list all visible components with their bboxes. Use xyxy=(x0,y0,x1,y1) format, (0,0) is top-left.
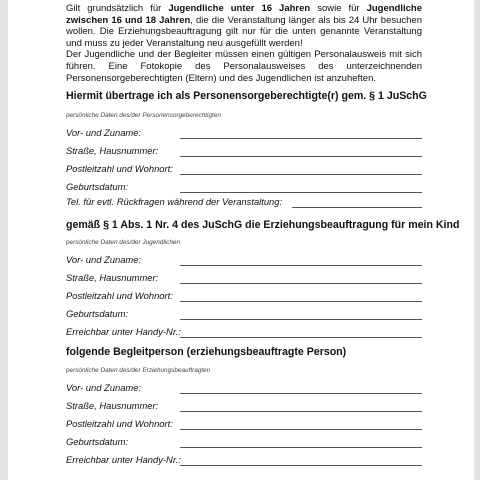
child-name-field[interactable] xyxy=(180,265,422,266)
parent-name-label: Vor- und Zuname: xyxy=(66,127,142,138)
parent-phone-field[interactable] xyxy=(292,207,422,208)
parent-phone-label: Tel. für evtl. Rückfragen während der Veranstaltung: xyxy=(66,196,283,207)
section-parent-caption: persönliche Daten des/der Personensorgeberechtigten xyxy=(66,112,221,119)
parent-street-label: Straße, Hausnummer: xyxy=(66,145,159,156)
intro-segment: , die die Veranstaltung länger als bis 24 Uhr besuchen wollen. Die Erziehungsbeauftragung gilt nur für die unten genannte Veranstaltung und muss zu jeder Veranstaltung neu ausgefüllt werden! xyxy=(66,14,422,49)
child-street-label: Straße, Hausnummer: xyxy=(66,272,159,283)
child-phone-field[interactable] xyxy=(180,337,422,338)
left-page-margin xyxy=(0,0,8,480)
companion-city-field[interactable] xyxy=(180,429,422,430)
companion-phone-label: Erreichbar unter Handy-Nr.: xyxy=(66,454,181,465)
section-companion-caption: persönliche Daten des/der Erziehungsbeauftragten xyxy=(66,367,211,374)
companion-name-label: Vor- und Zuname: xyxy=(66,382,142,393)
child-birthdate-field[interactable] xyxy=(180,319,422,320)
intro-segment: Gilt grundsätzlich für xyxy=(66,3,169,14)
section-child-caption: persönliche Daten des/der Jugendlichen xyxy=(66,239,181,246)
intro-paragraph-1 xyxy=(66,3,422,49)
right-page-margin xyxy=(474,0,480,480)
section-parent-heading: Hiermit übertrage ich als Personensorgeberechtigte(r) gem. § 1 JuSchG xyxy=(66,90,427,102)
child-street-field[interactable] xyxy=(180,283,422,284)
intro-segment-bold: Jugendliche zwischen 16 und 18 Jahren xyxy=(66,3,423,26)
companion-birthdate-field[interactable] xyxy=(180,447,422,448)
child-city-field[interactable] xyxy=(180,301,422,302)
parent-birthdate-label: Geburtsdatum: xyxy=(66,181,129,192)
parent-city-field[interactable] xyxy=(180,174,422,175)
companion-name-field[interactable] xyxy=(180,393,422,394)
parent-name-field[interactable] xyxy=(180,138,422,139)
child-name-label: Vor- und Zuname: xyxy=(66,254,142,265)
companion-birthdate-label: Geburtsdatum: xyxy=(66,436,129,447)
companion-street-field[interactable] xyxy=(180,411,422,412)
parent-birthdate-field[interactable] xyxy=(180,192,422,193)
parent-street-field[interactable] xyxy=(180,156,422,157)
child-city-label: Postleitzahl und Wohnort: xyxy=(66,290,173,301)
companion-city-label: Postleitzahl und Wohnort: xyxy=(66,418,173,429)
child-birthdate-label: Geburtsdatum: xyxy=(66,308,129,319)
companion-phone-field[interactable] xyxy=(180,465,422,466)
intro-text xyxy=(66,3,422,84)
parent-city-label: Postleitzahl und Wohnort: xyxy=(66,163,173,174)
section-companion-heading: folgende Begleitperson (erziehungsbeauftragte Person) xyxy=(66,346,347,358)
child-phone-label: Erreichbar unter Handy-Nr.: xyxy=(66,326,181,337)
intro-paragraph-2: Der Jugendliche und der Begleiter müssen einen gültigen Personalausweis mit sich führen. Eine Fotokopie des Personalausweises des unterzeichnenden Personensorgeberechtigten (Eltern) und des Jugendlichen ist anzuheften. xyxy=(66,49,422,84)
intro-segment-bold: Jugendliche unter 16 Jahren xyxy=(168,3,311,14)
companion-street-label: Straße, Hausnummer: xyxy=(66,400,159,411)
intro-segment: sowie für xyxy=(310,3,367,14)
section-child-heading: gemäß § 1 Abs. 1 Nr. 4 des JuSchG die Erziehungsbeauftragung für mein Kind xyxy=(66,219,460,231)
